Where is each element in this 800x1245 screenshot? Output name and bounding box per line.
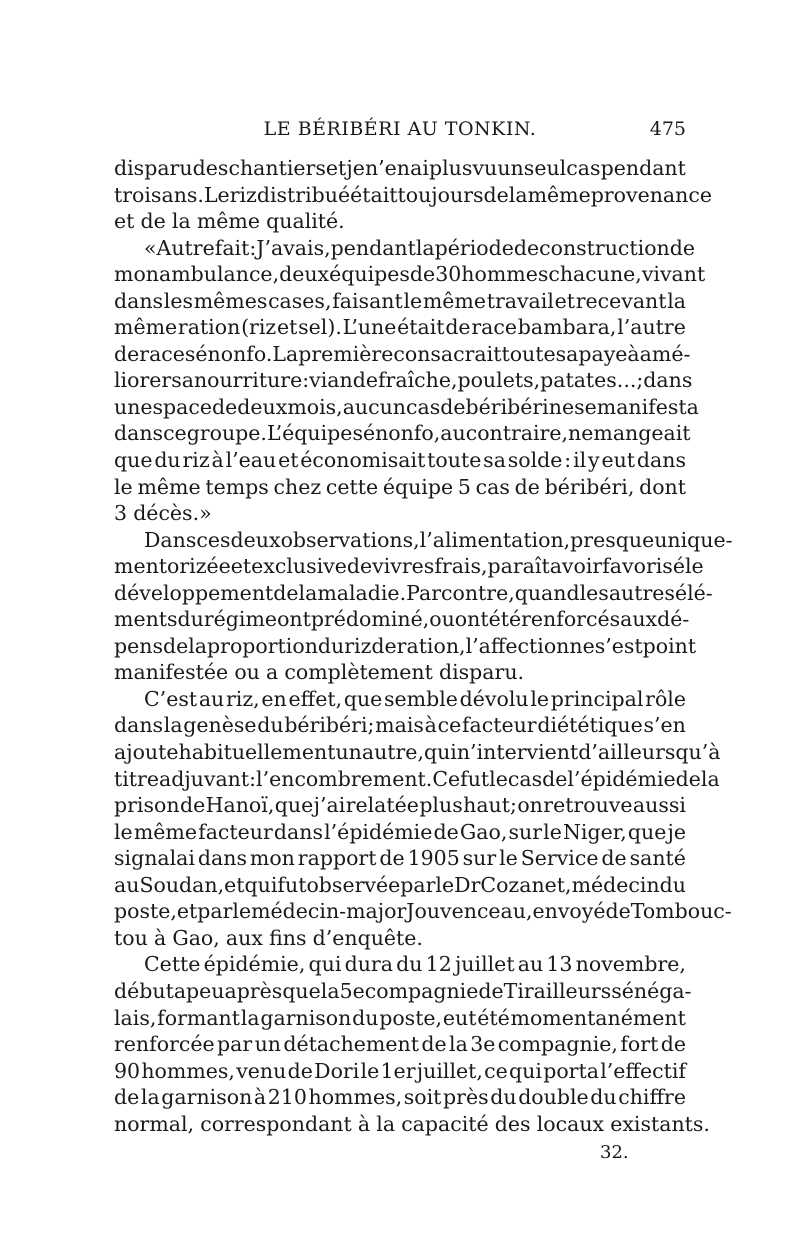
running-title: LE BÉRIBÉRI AU TONKIN.: [263, 118, 537, 140]
text-line: Cette épidémie, qui dura du 12 juillet au 13 novembre,: [144, 952, 686, 977]
text-line: Dans ces deux observations, l’alimentation, presque unique-: [144, 527, 733, 552]
text-line: un espace de deux mois, aucun cas de béribéri ne se manifesta: [114, 394, 699, 419]
text-line: que du riz à l’eau et économisait toute sa solde : il y eut dans: [114, 448, 686, 473]
text-line: tou à Gao, aux fins d’enquête.: [114, 925, 423, 950]
text-line: «Autre fait : J’avais, pendant la période de construction de: [144, 235, 696, 260]
text-line: dans ce groupe. L’équipe sénonfo, au contraire, ne mangeait: [114, 421, 691, 446]
text-line: et de la même qualité.: [114, 209, 345, 234]
text-line: manifestée ou a complètement disparu.: [114, 660, 525, 685]
text-line: liorer sa nourriture : viande fraîche, poulets, patates. . .; dans: [114, 368, 693, 393]
text-line: C’est au riz, en effet, que semble dévolu le principal rôle: [144, 686, 686, 711]
text-line: normal, correspondant à la capacité des locaux existants.: [114, 1111, 710, 1136]
text-line: 90 hommes, venu de Dori le 1er juillet, ce qui porta l’effectif: [114, 1058, 686, 1083]
text-line: ments du régime ont prédominé, ou ont été renforcés aux dé-: [114, 607, 690, 632]
text-line: le même temps chez cette équipe 5 cas de béribéri, dont: [114, 474, 686, 499]
text-line: débuta peu après que la 5e compagnie de Tirailleurs sénéga-: [114, 978, 692, 1003]
text-line: dans la genèse du béribéri; mais à ce facteur diététique s’en: [114, 713, 686, 738]
body-text: [114, 155, 733, 1137]
text-line: de race sénonfo. La première consacrait toute sa paye à amé-: [114, 341, 691, 366]
text-line: disparu des chantiers et je n’en ai plus vu un seul cas pendant: [114, 156, 686, 180]
page-header: [114, 118, 686, 148]
text-line: titre adjuvant : l’encombrement. Ce fut le cas de l’épidémie de la: [114, 766, 720, 791]
text-line: prison de Hanoï, que j’ai relatée plus haut; on retrouve aussi: [114, 793, 686, 818]
text-line: mon ambulance, deux équipes de 30 hommes chacune, vivant: [114, 262, 706, 287]
text-line: dans les mêmes cases, faisant le même travail et recevant la: [114, 288, 686, 313]
text-line: au Soudan, et qui fut observée par le Dr Cozanet, médecin du: [114, 872, 686, 897]
text-line: même ration (riz et sel). L’une était de race bambara, l’autre: [114, 315, 686, 340]
page-number: 475: [649, 118, 686, 140]
text-line: ajoute habituellement un autre, qui n’intervient d’ailleurs qu’à: [114, 740, 721, 765]
text-line: poste, et par le médecin-major Jouvenceau, envoyé de Tombouc-: [114, 899, 732, 924]
text-line: renforcée par un détachement de la 3e compagnie, fort de: [114, 1032, 686, 1057]
text-line: de la garnison à 210 hommes, soit près du double du chiffre: [114, 1085, 686, 1110]
text-line: 3 décès.»: [114, 501, 212, 526]
text-line: signalai dans mon rapport de 1905 sur le Service de santé: [114, 846, 686, 871]
text-line: développement de la maladie. Par contre, quand les autres élé-: [114, 580, 713, 605]
text-line: ment orizée et exclusive de vivres frais, paraît avoir favorisé le: [114, 554, 704, 579]
text-line: le même facteur dans l’épidémie de Gao, sur le Niger, que je: [114, 819, 686, 844]
text-line: trois ans. Le riz distribué était toujours de la même provenance: [114, 182, 712, 207]
text-line: lais, formant la garnison du poste, eut été momentanément: [114, 1005, 686, 1030]
signature-mark: 32.: [600, 1142, 629, 1163]
text-line: pens de la proportion du riz de ration, l’affection ne s’est point: [114, 633, 697, 658]
